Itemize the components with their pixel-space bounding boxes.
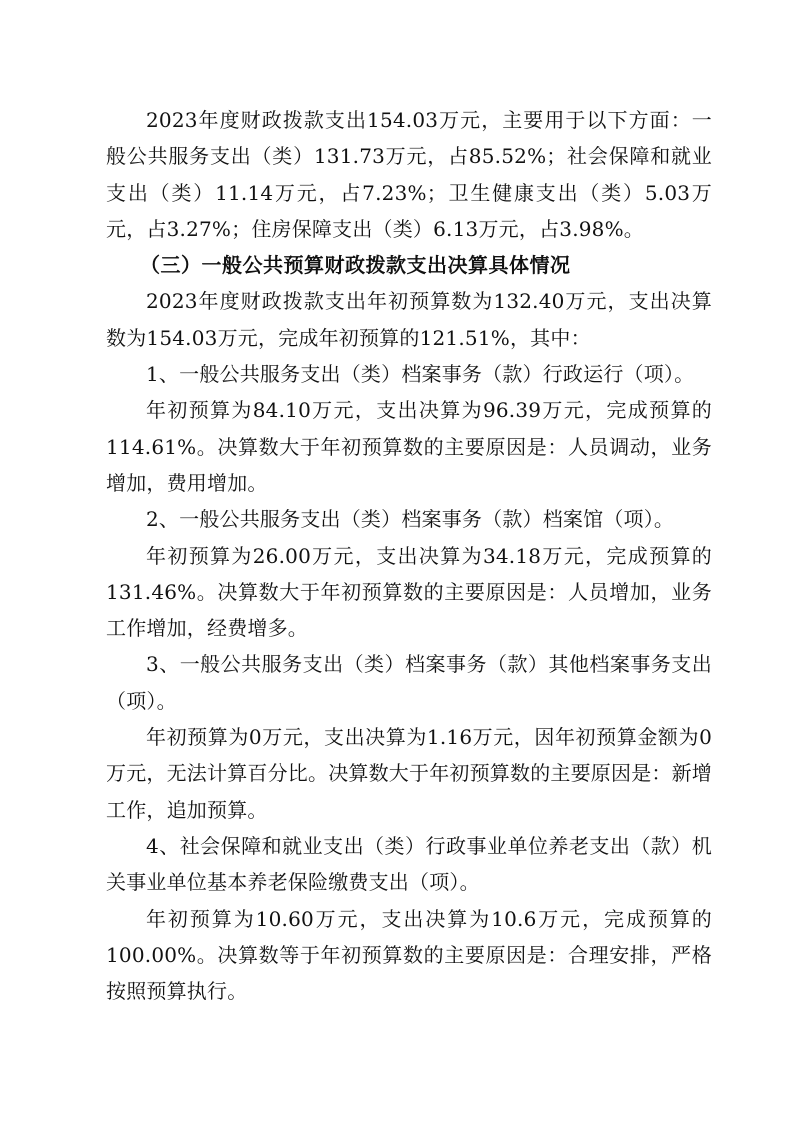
document-body — [106, 102, 712, 1009]
item-2-title: 2、一般公共服务支出（类）档案事务（款）档案馆（项）。 — [146, 507, 675, 532]
item-4-detail: 年初预算为10.60万元，支出决算为10.6万元，完成预算的100.00%。决算数等于年初预算数的主要原因是：合理安排，严格按照预算执行。 — [106, 906, 712, 1004]
paragraph-expenditure-summary: 2023年度财政拨款支出154.03万元，主要用于以下方面：一般公共服务支出（类）131.73万元，占85.52%；社会保障和就业支出（类）11.14万元，占7.23%；卫生健康支出（类）5.03万元，占3.27%；住房保障支出（类）6.13万元，占3.98%。 — [106, 108, 712, 241]
item-1-title: 1、一般公共服务支出（类）档案事务（款）行政运行（项）。 — [146, 362, 695, 387]
item-1-detail: 年初预算为84.10万元，支出决算为96.39万元，完成预算的114.61%。决算数大于年初预算数的主要原因是：人员调动，业务增加，费用增加。 — [106, 398, 712, 495]
item-3-title: 3、一般公共服务支出（类）档案事务（款）其他档案事务支出（项）。 — [106, 652, 712, 713]
paragraph-budget-overview: 2023年度财政拨款支出年初预算数为132.40万元，支出决算数为154.03万元，完成年初预算的121.51%，其中： — [106, 289, 712, 350]
section-heading-3: （三）一般公共预算财政拨款支出决算具体情况 — [140, 253, 571, 278]
item-2-detail: 年初预算为26.00万元，支出决算为34.18万元，完成预算的131.46%。决算数大于年初预算数的主要原因是：人员增加，业务工作增加，经费增多。 — [106, 543, 712, 641]
item-3-detail: 年初预算为0万元，支出决算为1.16万元，因年初预算金额为0万元，无法计算百分比。决算数大于年初预算数的主要原因是：新增工作，追加预算。 — [106, 725, 712, 822]
item-4-title: 4、社会保障和就业支出（类）行政事业单位养老支出（款）机关事业单位基本养老保险缴费支出（项）。 — [106, 833, 712, 895]
